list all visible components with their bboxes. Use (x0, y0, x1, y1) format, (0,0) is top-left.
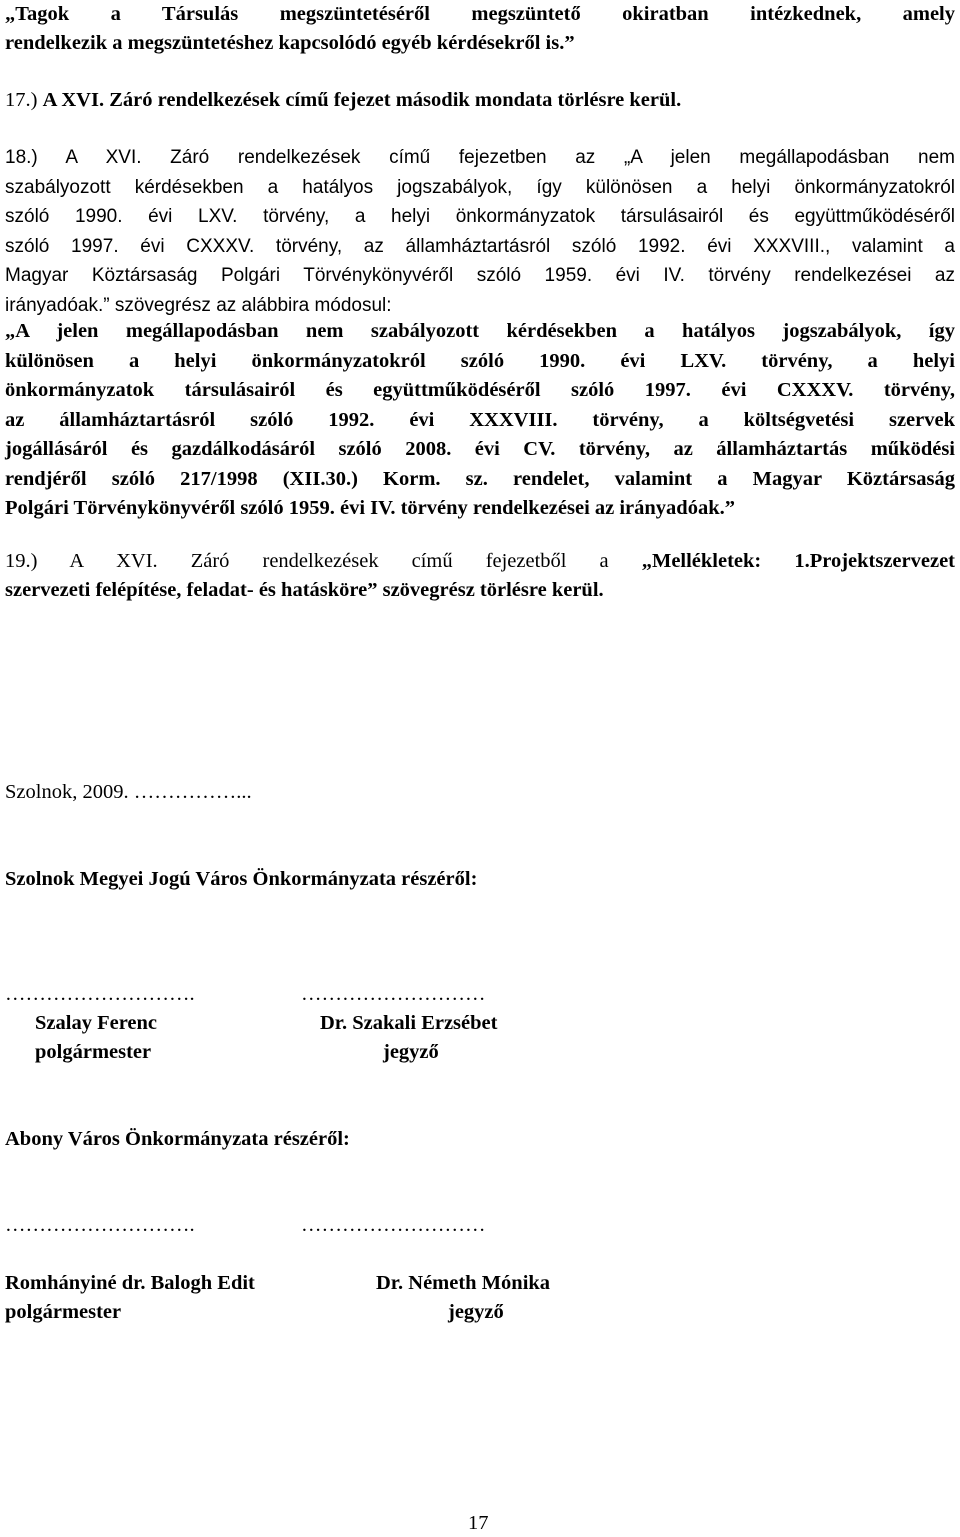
text-line: „A jelen megállapodásban nem szabályozott kérdésekben a hatályos jogszabályok, így (5, 320, 955, 342)
signature-line: ……………………… (301, 1214, 486, 1236)
text-line: rendelkezik a megszüntetéshez kapcsolódó egyéb kérdésekről is.” (5, 32, 575, 54)
signature-line: ……………………… (301, 983, 486, 1005)
item-17 (5, 86, 955, 115)
text-line (5, 261, 955, 291)
text-line: különösen a helyi önkormányzatokról szóló 1990. évi LXV. törvény, a helyi (5, 349, 955, 372)
text-segment: szövegrész az alábbira módosul: (109, 294, 392, 316)
item-number: 17.) (5, 89, 38, 111)
text-line (5, 232, 955, 262)
signatory-name: Szalay Ferenc (35, 1012, 158, 1034)
party-2-heading: Abony Város Önkormányzata részéről: (5, 1128, 350, 1150)
text-line: az államháztartásról szóló 1992. évi XXXVIII. törvény, a költségvetési szervek (5, 408, 955, 431)
item-18 (5, 143, 955, 320)
page-number: 17 (468, 1512, 489, 1534)
text-line: Polgári Törvénykönyvéről szóló 1959. évi IV. törvény rendelkezései az irányadóak.” (5, 497, 735, 519)
text-line: szabályozott kérdésekben a hatályos jogszabályok, így különösen a helyi önkormányzatokról (5, 176, 955, 198)
text-segment: törvény, a helyi önkormányzatok társulásairól és együttműködéséről (237, 206, 955, 227)
item-19 (5, 547, 955, 605)
text-line (5, 576, 955, 605)
text-segment: Magyar Köztársaság Polgári Törvénykönyvéről szóló 1959. évi IV. (5, 265, 685, 286)
text-line: 18.) A XVI. Záró rendelkezések című fejezetben az „A jelen megállapodásban nem (5, 147, 955, 168)
text-line (5, 202, 955, 232)
text-segment: szervezeti felépítése, feladat- és hatásköre” (5, 579, 378, 601)
signatory-name: Dr. Szakali Erzsébet (320, 1012, 498, 1034)
signatory-role: polgármester (5, 1301, 122, 1323)
signatory-name: Romhányiné dr. Balogh Edit (5, 1272, 255, 1294)
paragraph-16-quote (5, 0, 955, 58)
text-segment: szóló 1997. évi CXXXV. (5, 235, 255, 257)
place-date: Szolnok, 2009. ……………... (5, 781, 252, 803)
text-line (5, 547, 955, 576)
signatory-role: jegyző (383, 1041, 439, 1063)
text-segment: szövegrész törlésre kerül. (377, 579, 604, 601)
item-text: A XVI. Záró rendelkezések című fejezet második mondata törlésre kerül. (42, 89, 682, 111)
text-line: önkormányzatok társulásairól és együttműködéséről szóló 1997. évi CXXXV. törvény, (5, 379, 955, 401)
signature-line: ………………………. (5, 983, 195, 1005)
text-line: jogállásáról és gazdálkodásáról szóló 2008. évi CV. törvény, az államháztartás működési (5, 438, 955, 460)
text-segment: „Mellékletek: 1.Projektszervezet (641, 550, 955, 572)
party-1-heading: Szolnok Megyei Jogú Város Önkormányzata részéről: (5, 868, 478, 890)
item-18-replacement-text (5, 317, 955, 524)
text-line: rendjéről szóló 217/1998 (XII.30.) Korm. sz. rendelet, valamint a Magyar Köztársaság (5, 467, 955, 490)
text-segment: 19.) A XVI. Záró rendelkezések című fejezetből a (5, 550, 642, 572)
signatory-name: Dr. Németh Mónika (376, 1272, 551, 1294)
text-segment: törvény rendelkezései az (684, 265, 955, 286)
text-line: „Tagok a Társulás megszüntetéséről megszüntető okiratban intézkednek, amely (5, 3, 955, 25)
text-segment: törvény, az államháztartásról szóló 1992. évi XXXVIII. (254, 235, 826, 257)
text-segment: szóló 1990. évi LXV. (5, 206, 238, 227)
text-line (5, 291, 955, 321)
signatory-role: polgármester (35, 1041, 152, 1063)
signatory-role: jegyző (448, 1301, 504, 1323)
signature-line: ………………………. (5, 1214, 195, 1236)
text-segment: irányadóak.” (5, 294, 110, 316)
text-segment: , valamint a (825, 235, 955, 257)
